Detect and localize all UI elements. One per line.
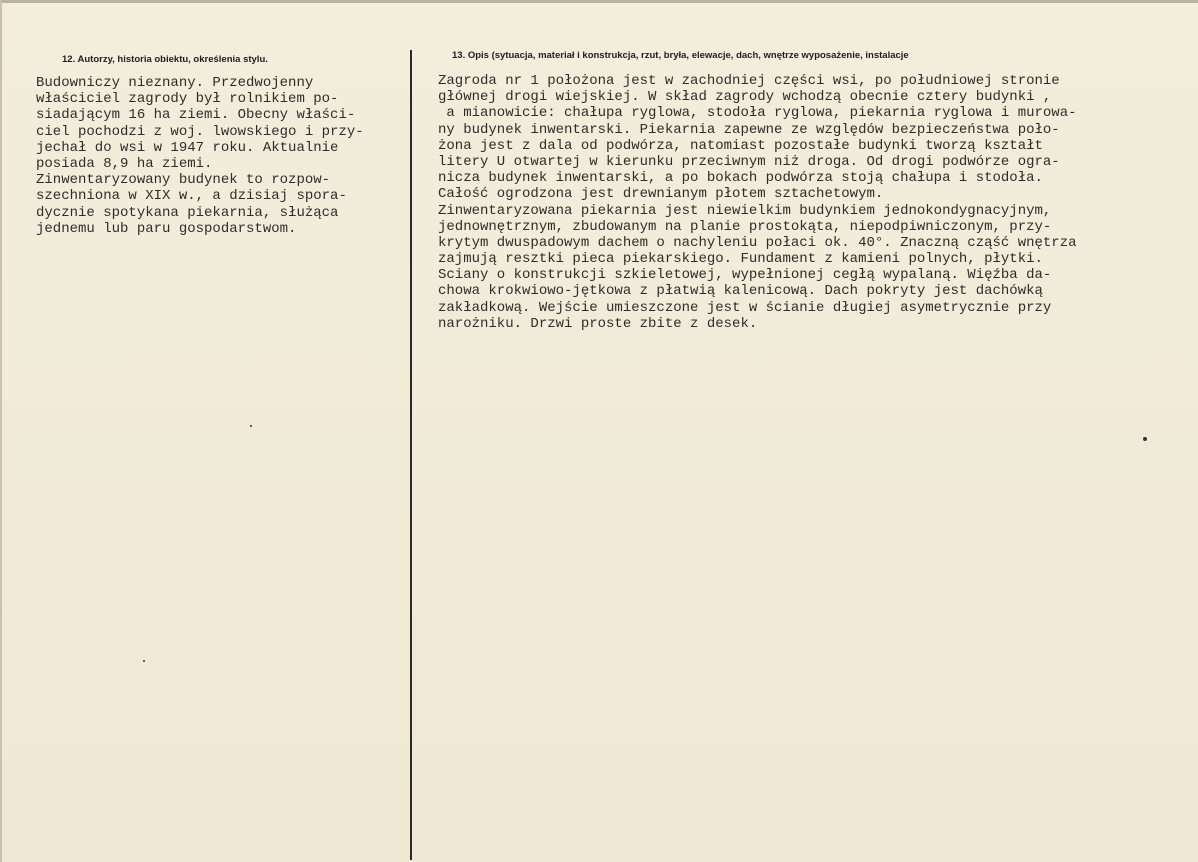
text-line: Budowniczy nieznany. Przedwojenny <box>36 75 314 91</box>
sheet-left-edge <box>0 0 2 862</box>
text-line: Zinwentaryzowany budynek to rozpow- <box>36 172 331 189</box>
text-line: jednemu lub paru gospodarstwom. <box>36 220 297 237</box>
text-line: Zagroda nr 1 położona jest w zachodniej części wsi, po południowej stronie <box>438 73 1060 89</box>
text-line: chowa krokwiowo-jętkowa z płatwią kalenicową. Dach pokryty jest dachówką <box>438 283 1043 300</box>
text-line: zakładkową. Wejście umieszczone jest w ścianie długiej asymetrycznie przy <box>438 299 1052 316</box>
column-divider <box>410 50 412 860</box>
text-line: siadającym 16 ha ziemi. Obecny właści- <box>36 107 356 124</box>
section-12-text <box>36 75 364 237</box>
text-line: Zinwentaryzowana piekarnia jest niewielkim budynkiem jednokondygnacyjnym, <box>438 202 1052 219</box>
text-line: jechał do wsi w 1947 roku. Aktualnie <box>36 139 339 156</box>
text-line: narożniku. Drzwi proste zbite z desek. <box>438 315 758 332</box>
text-line: a mianowicie: chałupa ryglowa, stodoła ryglowa, piekarnia ryglowa i murowa- <box>438 105 1077 122</box>
text-line: jednownętrznym, zbudowanym na planie prostokąta, niepodpiwniczonym, przy- <box>438 218 1052 235</box>
paper-speck <box>143 660 145 662</box>
text-line: ciel pochodzi z woj. lwowskiego i przy- <box>36 123 364 140</box>
paper-speck <box>1143 437 1147 441</box>
text-line: krytym dwuspadowym dachem o nachyleniu połaci ok. 40°. Znaczną cząść wnętrza <box>438 234 1077 251</box>
section-13-text <box>438 73 1077 332</box>
text-line: Całość ogrodzona jest drewnianym płotem sztachetowym. <box>438 186 884 203</box>
text-line: głównej drogi wiejskiej. W skład zagrody wchodzą obecnie cztery budynki , <box>438 89 1052 106</box>
text-line: nicza budynek inwentarski, a po bokach podwórza stoją chałupa i stodoła. <box>438 170 1043 187</box>
text-line: żona jest z dala od podwórza, natomiast pozostałe budynki tworzą kształt <box>438 137 1043 154</box>
text-line: Sciany o konstrukcji szkieletowej, wypełnionej cegłą wypalaną. Więźba da- <box>438 267 1052 284</box>
text-line: szechniona w XIX w., a dzisiaj spora- <box>36 188 347 205</box>
text-line: dycznie spotykana piekarnia, służąca <box>36 204 339 221</box>
text-line: ny budynek inwentarski. Piekarnia zapewne ze względów bezpieczeństwa poło- <box>438 121 1060 138</box>
section-12-heading: 12. Autorzy, historia obiektu, określenia stylu. <box>62 54 268 65</box>
text-line: zajmują resztki pieca piekarskiego. Fundament z kamieni polnych, płytki. <box>438 251 1043 268</box>
paper-speck <box>250 425 252 427</box>
text-line: litery U otwartej w kierunku przeciwnym niż droga. Od drogi podwórze ogra- <box>438 153 1060 170</box>
text-line: posiada 8,9 ha ziemi. <box>36 155 213 172</box>
text-line: właściciel zagrody był rolnikiem po- <box>36 91 339 108</box>
sheet-top-edge <box>0 0 1198 3</box>
section-13-heading: 13. Opis (sytuacja, materiał i konstrukcja, rzut, bryła, elewacje, dach, wnętrze wyposażenie, instalacje <box>452 50 909 61</box>
